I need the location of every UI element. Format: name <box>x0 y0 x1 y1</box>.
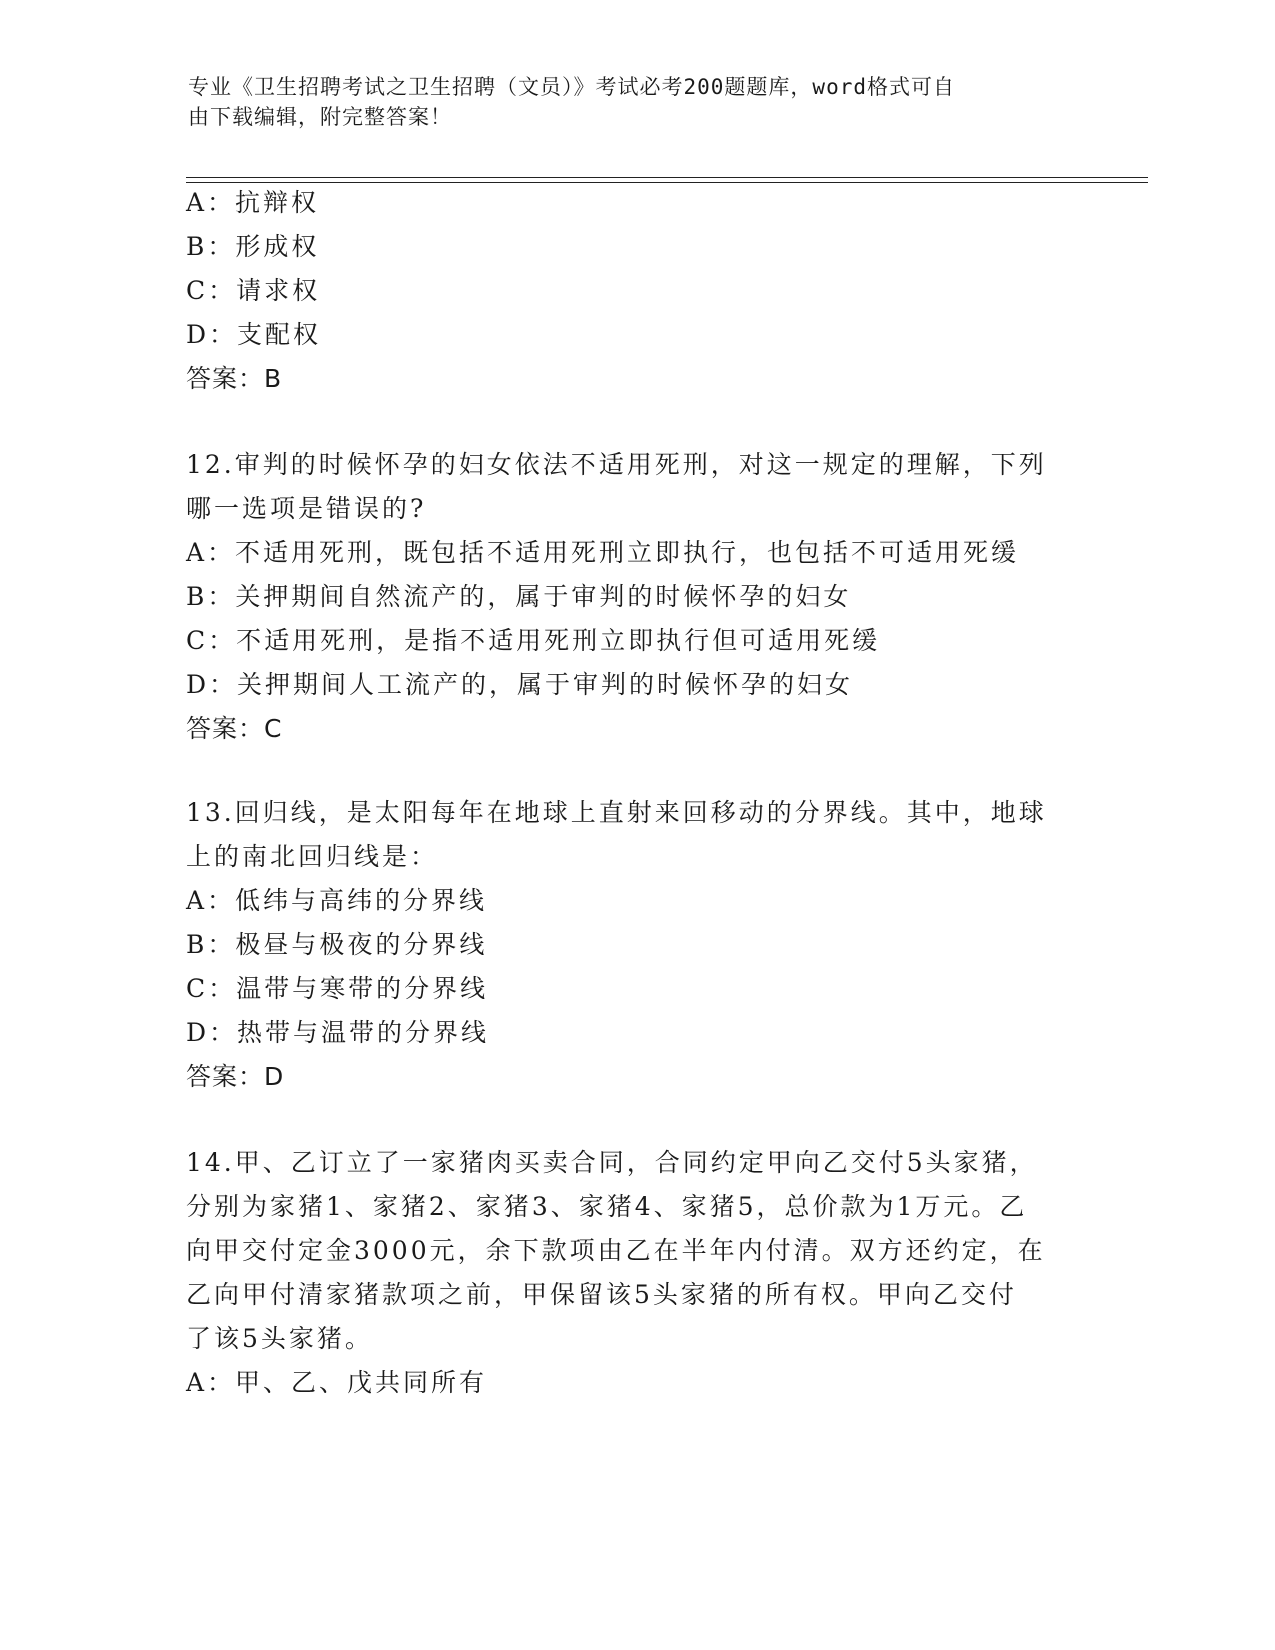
question-stem-line: 上的南北回归线是： <box>186 842 439 871</box>
option-a: A：抗辩权 <box>186 188 320 217</box>
header-divider-bottom <box>186 182 1148 183</box>
option-d: D：关押期间人工流产的，属于审判的时候怀孕的妇女 <box>186 670 854 699</box>
document-header <box>188 72 1068 132</box>
answer-line: 答案：C <box>186 714 283 743</box>
question-stem-line: 了该5头家猪。 <box>186 1324 373 1353</box>
option-d: D：支配权 <box>186 320 322 349</box>
option-b: B：极昼与极夜的分界线 <box>186 930 488 959</box>
question-stem-line: 哪一选项是错误的? <box>186 494 427 523</box>
option-b: B：关押期间自然流产的，属于审判的时候怀孕的妇女 <box>186 582 852 611</box>
question-stem-line: 分别为家猪1、家猪2、家猪3、家猪4、家猪5，总价款为1万元。乙 <box>186 1192 1028 1221</box>
option-c: C：请求权 <box>186 276 321 305</box>
option-a: A：低纬与高纬的分界线 <box>186 886 488 915</box>
question-stem-line: 13.回归线，是太阳每年在地球上直射来回移动的分界线。其中，地球 <box>186 798 1047 827</box>
option-c: C：温带与寒带的分界线 <box>186 974 489 1003</box>
question-stem-line: 乙向甲付清家猪款项之前，甲保留该5头家猪的所有权。甲向乙交付 <box>186 1280 1017 1309</box>
option-c: C：不适用死刑，是指不适用死刑立即执行但可适用死缓 <box>186 626 881 655</box>
header-line-1: 专业《卫生招聘考试之卫生招聘（文员）》考试必考200题题库，word格式可自 <box>188 75 955 99</box>
question-stem-line: 14.甲、乙订立了一家猪肉买卖合同，合同约定甲向乙交付5头家猪， <box>186 1148 1038 1177</box>
option-b: B：形成权 <box>186 232 320 261</box>
option-a: A：甲、乙、戊共同所有 <box>186 1368 488 1397</box>
question-stem-line: 12.审判的时候怀孕的妇女依法不适用死刑，对这一规定的理解，下列 <box>186 450 1047 479</box>
option-a: A：不适用死刑，既包括不适用死刑立即执行，也包括不可适用死缓 <box>186 538 1020 567</box>
option-d: D：热带与温带的分界线 <box>186 1018 490 1047</box>
header-divider-top <box>186 177 1148 178</box>
answer-line: 答案：B <box>186 364 283 393</box>
question-stem-line: 向甲交付定金3000元，余下款项由乙在半年内付清。双方还约定，在 <box>186 1236 1046 1265</box>
header-line-2: 由下载编辑，附完整答案！ <box>188 105 452 129</box>
answer-line: 答案：D <box>186 1062 285 1091</box>
